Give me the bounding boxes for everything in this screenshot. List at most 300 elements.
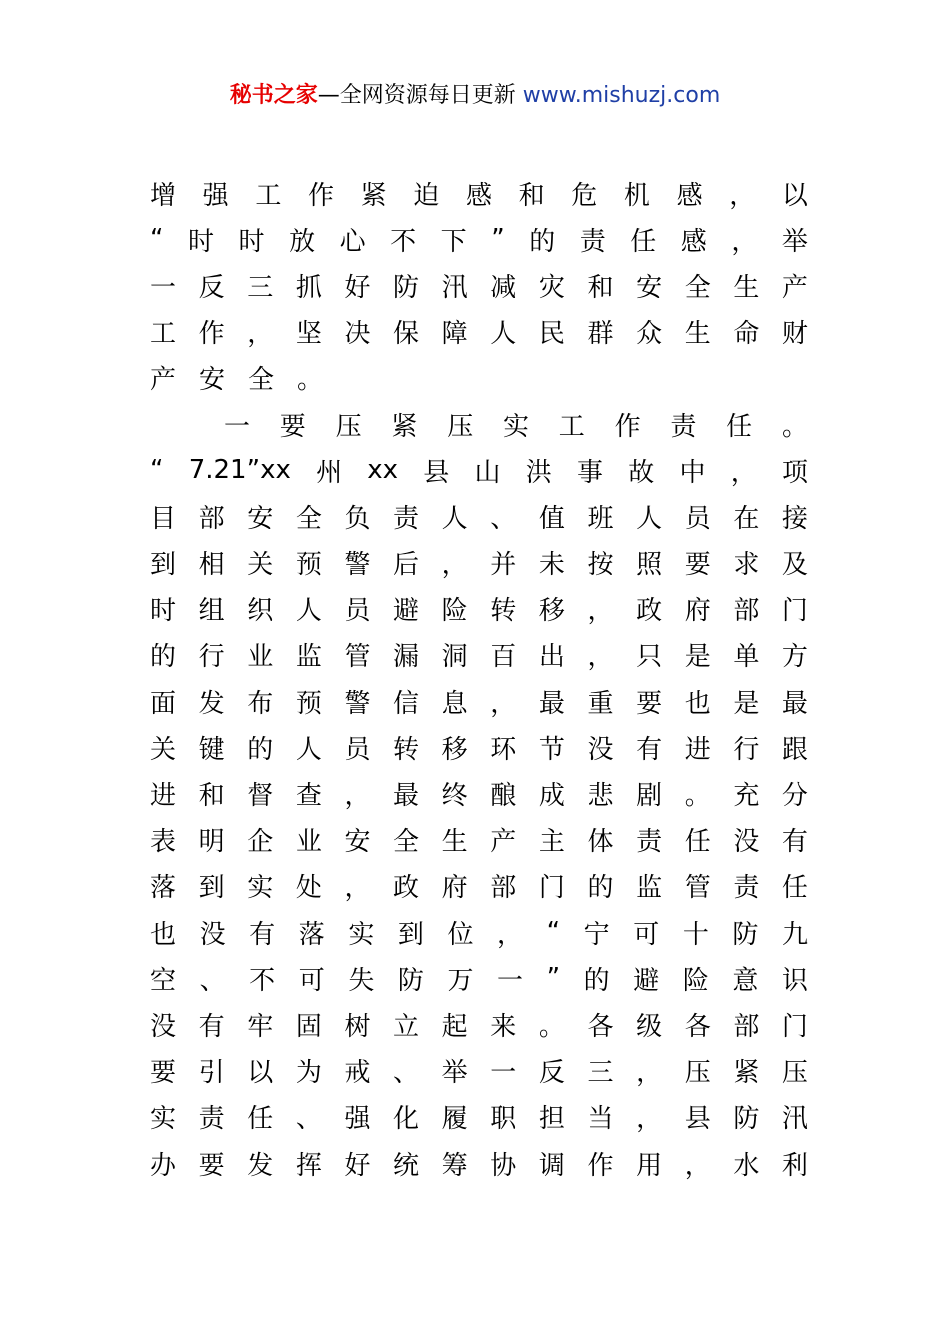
text-glyph: 的 <box>247 734 274 765</box>
text-glyph: 举 <box>781 226 808 257</box>
text-glyph: 作 <box>307 180 334 211</box>
text-glyph: 要 <box>684 550 711 581</box>
text-glyph: 人 <box>295 734 322 765</box>
text-glyph: ” <box>491 224 505 255</box>
text-glyph: 用 <box>636 1150 663 1181</box>
text-glyph: 一 <box>224 411 251 442</box>
text-glyph: 作 <box>614 411 641 442</box>
text-glyph: 一 <box>150 272 177 303</box>
text-glyph: 没 <box>150 1011 177 1042</box>
text-glyph: 员 <box>344 596 371 627</box>
text-glyph: 举 <box>441 1058 468 1089</box>
text-glyph: 安 <box>247 503 274 534</box>
text-line <box>150 863 808 909</box>
text-glyph: 7.21”xx <box>188 455 291 486</box>
text-glyph: 门 <box>781 596 808 627</box>
text-glyph: 反 <box>198 272 225 303</box>
text-glyph: 跟 <box>781 734 808 765</box>
text-glyph: 只 <box>636 642 663 673</box>
text-glyph: 工 <box>150 319 177 350</box>
text-glyph: 没 <box>733 827 760 858</box>
text-line <box>150 401 808 447</box>
text-glyph: 三 <box>587 1058 614 1089</box>
text-glyph: 心 <box>339 226 366 257</box>
text-glyph: 实 <box>348 919 375 950</box>
text-glyph: 部 <box>733 1011 760 1042</box>
text-glyph: 行 <box>198 642 225 673</box>
text-glyph: 作 <box>587 1150 614 1181</box>
text-glyph: 责 <box>733 873 760 904</box>
text-glyph: 警 <box>344 688 371 719</box>
text-line <box>150 1140 808 1186</box>
text-glyph: 山 <box>474 457 501 488</box>
text-glyph: 关 <box>247 550 274 581</box>
text-glyph: 空 <box>150 965 177 996</box>
text-glyph: 挥 <box>295 1150 322 1181</box>
header-tagline: —全网资源每日更新 <box>317 83 516 108</box>
text-glyph: 部 <box>733 596 760 627</box>
text-glyph: 压 <box>684 1058 711 1089</box>
text-glyph: 压 <box>781 1058 808 1089</box>
text-glyph: 键 <box>198 734 225 765</box>
text-glyph: 、 <box>199 965 226 996</box>
text-glyph: 好 <box>344 272 371 303</box>
text-glyph: 府 <box>441 873 468 904</box>
text-glyph: 压 <box>335 411 362 442</box>
text-glyph: 有 <box>249 919 276 950</box>
text-glyph: 好 <box>344 1150 371 1181</box>
text-glyph: 在 <box>733 503 760 534</box>
text-glyph: 落 <box>150 873 177 904</box>
text-glyph: 发 <box>247 1150 274 1181</box>
text-glyph: 人 <box>295 596 322 627</box>
text-line <box>150 586 808 632</box>
text-glyph: 政 <box>393 873 420 904</box>
text-glyph: 化 <box>393 1104 420 1135</box>
text-glyph: 坚 <box>295 319 322 350</box>
text-glyph: 发 <box>198 688 225 719</box>
text-line <box>150 493 808 539</box>
text-glyph: 宁 <box>583 919 610 950</box>
text-glyph: ， <box>587 596 614 627</box>
text-glyph: “ <box>150 455 164 486</box>
text-glyph: 员 <box>684 503 711 534</box>
text-glyph: 到 <box>198 873 225 904</box>
text-glyph: 企 <box>247 827 274 858</box>
text-glyph: 众 <box>636 319 663 350</box>
text-glyph: 。 <box>297 365 324 396</box>
text-glyph: 是 <box>684 642 711 673</box>
text-line <box>150 540 808 586</box>
text-glyph: 移 <box>538 596 565 627</box>
text-glyph: 生 <box>733 272 760 303</box>
text-glyph: 各 <box>587 1011 614 1042</box>
text-glyph: 利 <box>781 1150 808 1181</box>
text-glyph: 紧 <box>360 180 387 211</box>
text-glyph: 组 <box>198 596 225 627</box>
text-glyph: 移 <box>441 734 468 765</box>
text-line <box>150 1048 808 1094</box>
text-glyph: 时 <box>238 226 265 257</box>
text-glyph: 的 <box>529 226 556 257</box>
text-glyph: 充 <box>733 781 760 812</box>
text-glyph: 位 <box>447 919 474 950</box>
text-glyph: ， <box>344 781 371 812</box>
text-line <box>150 632 808 678</box>
text-glyph: 及 <box>781 550 808 581</box>
text-glyph: 实 <box>150 1104 177 1135</box>
text-glyph: 重 <box>587 688 614 719</box>
text-glyph: 任 <box>684 827 711 858</box>
website-link[interactable]: www.mishuzj.com <box>522 83 721 108</box>
text-glyph: 分 <box>781 781 808 812</box>
text-glyph: 生 <box>684 319 711 350</box>
text-glyph: 剧 <box>636 781 663 812</box>
text-glyph: 后 <box>393 550 420 581</box>
text-glyph: 危 <box>571 180 598 211</box>
text-glyph: 不 <box>249 965 276 996</box>
text-glyph: 府 <box>684 596 711 627</box>
text-glyph: 到 <box>150 550 177 581</box>
text-glyph: 防 <box>733 1104 760 1135</box>
text-glyph: 一 <box>497 965 524 996</box>
text-glyph: 要 <box>198 1150 225 1181</box>
text-glyph: 业 <box>295 827 322 858</box>
text-line <box>150 817 808 863</box>
text-glyph: 县 <box>423 457 450 488</box>
text-glyph: 布 <box>247 688 274 719</box>
text-glyph: 下 <box>440 226 467 257</box>
text-glyph: 出 <box>538 642 565 673</box>
text-glyph: 生 <box>441 827 468 858</box>
text-glyph: 为 <box>295 1058 322 1089</box>
text-glyph: 以 <box>247 1058 274 1089</box>
text-glyph: 可 <box>633 919 660 950</box>
text-glyph: ， <box>731 226 758 257</box>
text-glyph: 识 <box>781 965 808 996</box>
text-glyph: xx <box>367 455 399 486</box>
text-glyph: 是 <box>733 688 760 719</box>
text-glyph: 、 <box>295 1104 322 1135</box>
text-glyph: 水 <box>733 1150 760 1181</box>
text-glyph: 灾 <box>538 272 565 303</box>
text-glyph: 反 <box>538 1058 565 1089</box>
text-line <box>150 216 808 262</box>
text-glyph: 最 <box>781 688 808 719</box>
text-glyph: 紧 <box>733 1058 760 1089</box>
text-glyph: ， <box>730 457 757 488</box>
text-glyph: 故 <box>628 457 655 488</box>
text-glyph: 终 <box>441 781 468 812</box>
text-glyph: 管 <box>684 873 711 904</box>
text-line <box>150 678 808 724</box>
text-glyph: ， <box>490 688 517 719</box>
text-glyph: 群 <box>587 319 614 350</box>
text-glyph: 明 <box>198 827 225 858</box>
text-glyph: 九 <box>781 919 808 950</box>
text-glyph: 洞 <box>441 642 468 673</box>
text-glyph: ， <box>684 1150 711 1181</box>
text-glyph: 酿 <box>490 781 517 812</box>
text-glyph: 并 <box>490 550 517 581</box>
text-glyph: 求 <box>733 550 760 581</box>
text-line <box>150 909 808 955</box>
text-glyph: 。 <box>781 411 808 442</box>
text-glyph: ， <box>636 1104 663 1135</box>
text-glyph: 目 <box>150 503 177 534</box>
text-glyph: 机 <box>623 180 650 211</box>
text-glyph: 事 <box>577 457 604 488</box>
text-glyph: 防 <box>393 272 420 303</box>
text-glyph: 责 <box>393 503 420 534</box>
text-glyph: 民 <box>538 319 565 350</box>
text-glyph: 任 <box>247 1104 274 1135</box>
text-glyph: 息 <box>441 688 468 719</box>
text-glyph: ， <box>441 550 468 581</box>
text-glyph: 产 <box>150 365 177 396</box>
text-glyph: 织 <box>247 596 274 627</box>
text-glyph: ， <box>729 180 756 211</box>
text-glyph: 督 <box>247 781 274 812</box>
text-glyph: 紧 <box>391 411 418 442</box>
text-glyph: 一 <box>490 1058 517 1089</box>
text-glyph: 任 <box>726 411 753 442</box>
text-glyph: 。 <box>538 1011 565 1042</box>
text-glyph: 到 <box>397 919 424 950</box>
text-glyph: 人 <box>636 503 663 534</box>
text-glyph: 中 <box>679 457 706 488</box>
text-glyph: 未 <box>538 550 565 581</box>
text-glyph: 要 <box>636 688 663 719</box>
text-glyph: 起 <box>441 1011 468 1042</box>
text-glyph: 的 <box>583 965 610 996</box>
text-glyph: 实 <box>502 411 529 442</box>
text-glyph: 来 <box>490 1011 517 1042</box>
text-glyph: 政 <box>636 596 663 627</box>
page-header <box>0 80 950 112</box>
text-glyph: 和 <box>587 272 614 303</box>
text-glyph: 树 <box>344 1011 371 1042</box>
text-glyph: 以 <box>781 180 808 211</box>
text-glyph: 迫 <box>413 180 440 211</box>
text-line <box>150 1094 808 1140</box>
text-glyph: 决 <box>344 319 371 350</box>
text-glyph: 查 <box>295 781 322 812</box>
text-glyph: 也 <box>684 688 711 719</box>
text-glyph: ， <box>344 873 371 904</box>
text-glyph: 感 <box>465 180 492 211</box>
text-glyph: 全 <box>393 827 420 858</box>
text-glyph: 按 <box>587 550 614 581</box>
text-glyph: 和 <box>518 180 545 211</box>
text-glyph: 有 <box>781 827 808 858</box>
text-glyph: 洪 <box>525 457 552 488</box>
text-glyph: 避 <box>633 965 660 996</box>
text-glyph: 防 <box>732 919 759 950</box>
text-glyph: 也 <box>150 919 177 950</box>
text-glyph: 防 <box>397 965 424 996</box>
text-glyph: 负 <box>344 503 371 534</box>
text-glyph: 表 <box>150 827 177 858</box>
text-glyph: 接 <box>781 503 808 534</box>
text-glyph: 职 <box>490 1104 517 1135</box>
text-line <box>150 309 808 355</box>
text-glyph: 管 <box>344 642 371 673</box>
text-glyph: 工 <box>558 411 585 442</box>
text-glyph: 进 <box>684 734 711 765</box>
text-glyph: 门 <box>538 873 565 904</box>
text-glyph: 安 <box>344 827 371 858</box>
text-glyph: 产 <box>490 827 517 858</box>
text-glyph: 最 <box>393 781 420 812</box>
text-glyph: 主 <box>538 827 565 858</box>
text-glyph: 抓 <box>295 272 322 303</box>
text-glyph: 警 <box>344 550 371 581</box>
text-glyph: 汛 <box>781 1104 808 1135</box>
text-glyph: ， <box>587 642 614 673</box>
document-body <box>150 170 808 1186</box>
text-glyph: 避 <box>393 596 420 627</box>
text-glyph: 戒 <box>344 1058 371 1089</box>
text-glyph: 有 <box>198 1011 225 1042</box>
text-glyph: 项 <box>781 457 808 488</box>
text-glyph: 引 <box>198 1058 225 1089</box>
text-glyph: 预 <box>295 688 322 719</box>
text-glyph: 立 <box>393 1011 420 1042</box>
text-glyph: 成 <box>538 781 565 812</box>
text-glyph: 节 <box>538 734 565 765</box>
text-glyph: 体 <box>587 827 614 858</box>
text-glyph: 意 <box>732 965 759 996</box>
text-glyph: “ <box>546 917 561 948</box>
text-glyph: 预 <box>295 550 322 581</box>
text-glyph: 协 <box>490 1150 517 1181</box>
text-glyph: 失 <box>348 965 375 996</box>
text-glyph: 关 <box>150 734 177 765</box>
text-glyph: 行 <box>733 734 760 765</box>
text-line <box>150 724 808 770</box>
text-glyph: 作 <box>198 319 225 350</box>
text-glyph: 当 <box>587 1104 614 1135</box>
text-glyph: 牢 <box>247 1011 274 1042</box>
text-glyph: ” <box>546 963 561 994</box>
text-glyph: “ <box>150 224 164 255</box>
text-glyph: 悲 <box>587 781 614 812</box>
text-glyph: 信 <box>393 688 420 719</box>
text-glyph: 感 <box>676 180 703 211</box>
text-glyph: 减 <box>490 272 517 303</box>
text-glyph: 员 <box>344 734 371 765</box>
text-glyph: 最 <box>538 688 565 719</box>
text-glyph: 任 <box>781 873 808 904</box>
text-glyph: 方 <box>781 642 808 673</box>
text-glyph: 业 <box>247 642 274 673</box>
text-glyph: 人 <box>441 503 468 534</box>
text-glyph: 值 <box>538 503 565 534</box>
text-glyph: 落 <box>298 919 325 950</box>
text-glyph: 强 <box>202 180 229 211</box>
text-glyph: 三 <box>247 272 274 303</box>
text-glyph: 责 <box>670 411 697 442</box>
text-glyph: 环 <box>490 734 517 765</box>
text-glyph: 。 <box>684 781 711 812</box>
text-glyph: 工 <box>255 180 282 211</box>
text-glyph: 保 <box>393 319 420 350</box>
text-glyph: 漏 <box>393 642 420 673</box>
text-glyph: 、 <box>393 1058 420 1089</box>
text-glyph: 转 <box>490 596 517 627</box>
text-glyph: 门 <box>781 1011 808 1042</box>
text-glyph: 汛 <box>441 272 468 303</box>
text-line <box>150 770 808 816</box>
text-glyph: 照 <box>636 550 663 581</box>
text-glyph: 时 <box>150 596 177 627</box>
text-glyph: 监 <box>295 642 322 673</box>
text-glyph: 强 <box>344 1104 371 1135</box>
text-glyph: 增 <box>150 180 177 211</box>
text-glyph: 监 <box>636 873 663 904</box>
text-glyph: 处 <box>295 873 322 904</box>
text-glyph: 责 <box>579 226 606 257</box>
text-glyph: 可 <box>298 965 325 996</box>
text-glyph: 的 <box>150 642 177 673</box>
text-glyph: 实 <box>247 873 274 904</box>
text-glyph: 部 <box>490 873 517 904</box>
text-glyph: 责 <box>198 1104 225 1135</box>
text-glyph: 各 <box>684 1011 711 1042</box>
text-glyph: 命 <box>733 319 760 350</box>
text-glyph: ， <box>636 1058 663 1089</box>
text-glyph: 安 <box>199 365 226 396</box>
text-glyph: 没 <box>199 919 226 950</box>
text-glyph: 时 <box>188 226 215 257</box>
text-line <box>150 447 808 493</box>
text-line <box>150 955 808 1001</box>
text-glyph: 十 <box>682 919 709 950</box>
text-glyph: 万 <box>447 965 474 996</box>
text-line <box>150 355 808 401</box>
text-glyph: ， <box>247 319 274 350</box>
text-glyph: 任 <box>630 226 657 257</box>
text-glyph: ， <box>497 919 524 950</box>
text-glyph: 进 <box>150 781 177 812</box>
brand-name: 秘书之家 <box>229 83 318 108</box>
text-glyph: 险 <box>682 965 709 996</box>
text-glyph: 没 <box>587 734 614 765</box>
text-glyph: 责 <box>636 827 663 858</box>
text-glyph: 调 <box>538 1150 565 1181</box>
text-glyph: 百 <box>490 642 517 673</box>
text-glyph: 县 <box>684 1104 711 1135</box>
text-glyph: 产 <box>781 272 808 303</box>
text-glyph: 办 <box>150 1150 177 1181</box>
text-glyph: 全 <box>684 272 711 303</box>
text-glyph: 人 <box>490 319 517 350</box>
text-glyph: 有 <box>636 734 663 765</box>
text-glyph: 不 <box>390 226 417 257</box>
text-glyph: 统 <box>393 1150 420 1181</box>
text-glyph: 要 <box>279 411 306 442</box>
text-glyph: 放 <box>289 226 316 257</box>
text-glyph: 全 <box>248 365 275 396</box>
text-line <box>150 170 808 216</box>
text-glyph: 转 <box>393 734 420 765</box>
text-glyph: 的 <box>587 873 614 904</box>
text-glyph: 部 <box>198 503 225 534</box>
text-glyph: 要 <box>150 1058 177 1089</box>
text-glyph: 障 <box>441 319 468 350</box>
text-glyph: 班 <box>587 503 614 534</box>
